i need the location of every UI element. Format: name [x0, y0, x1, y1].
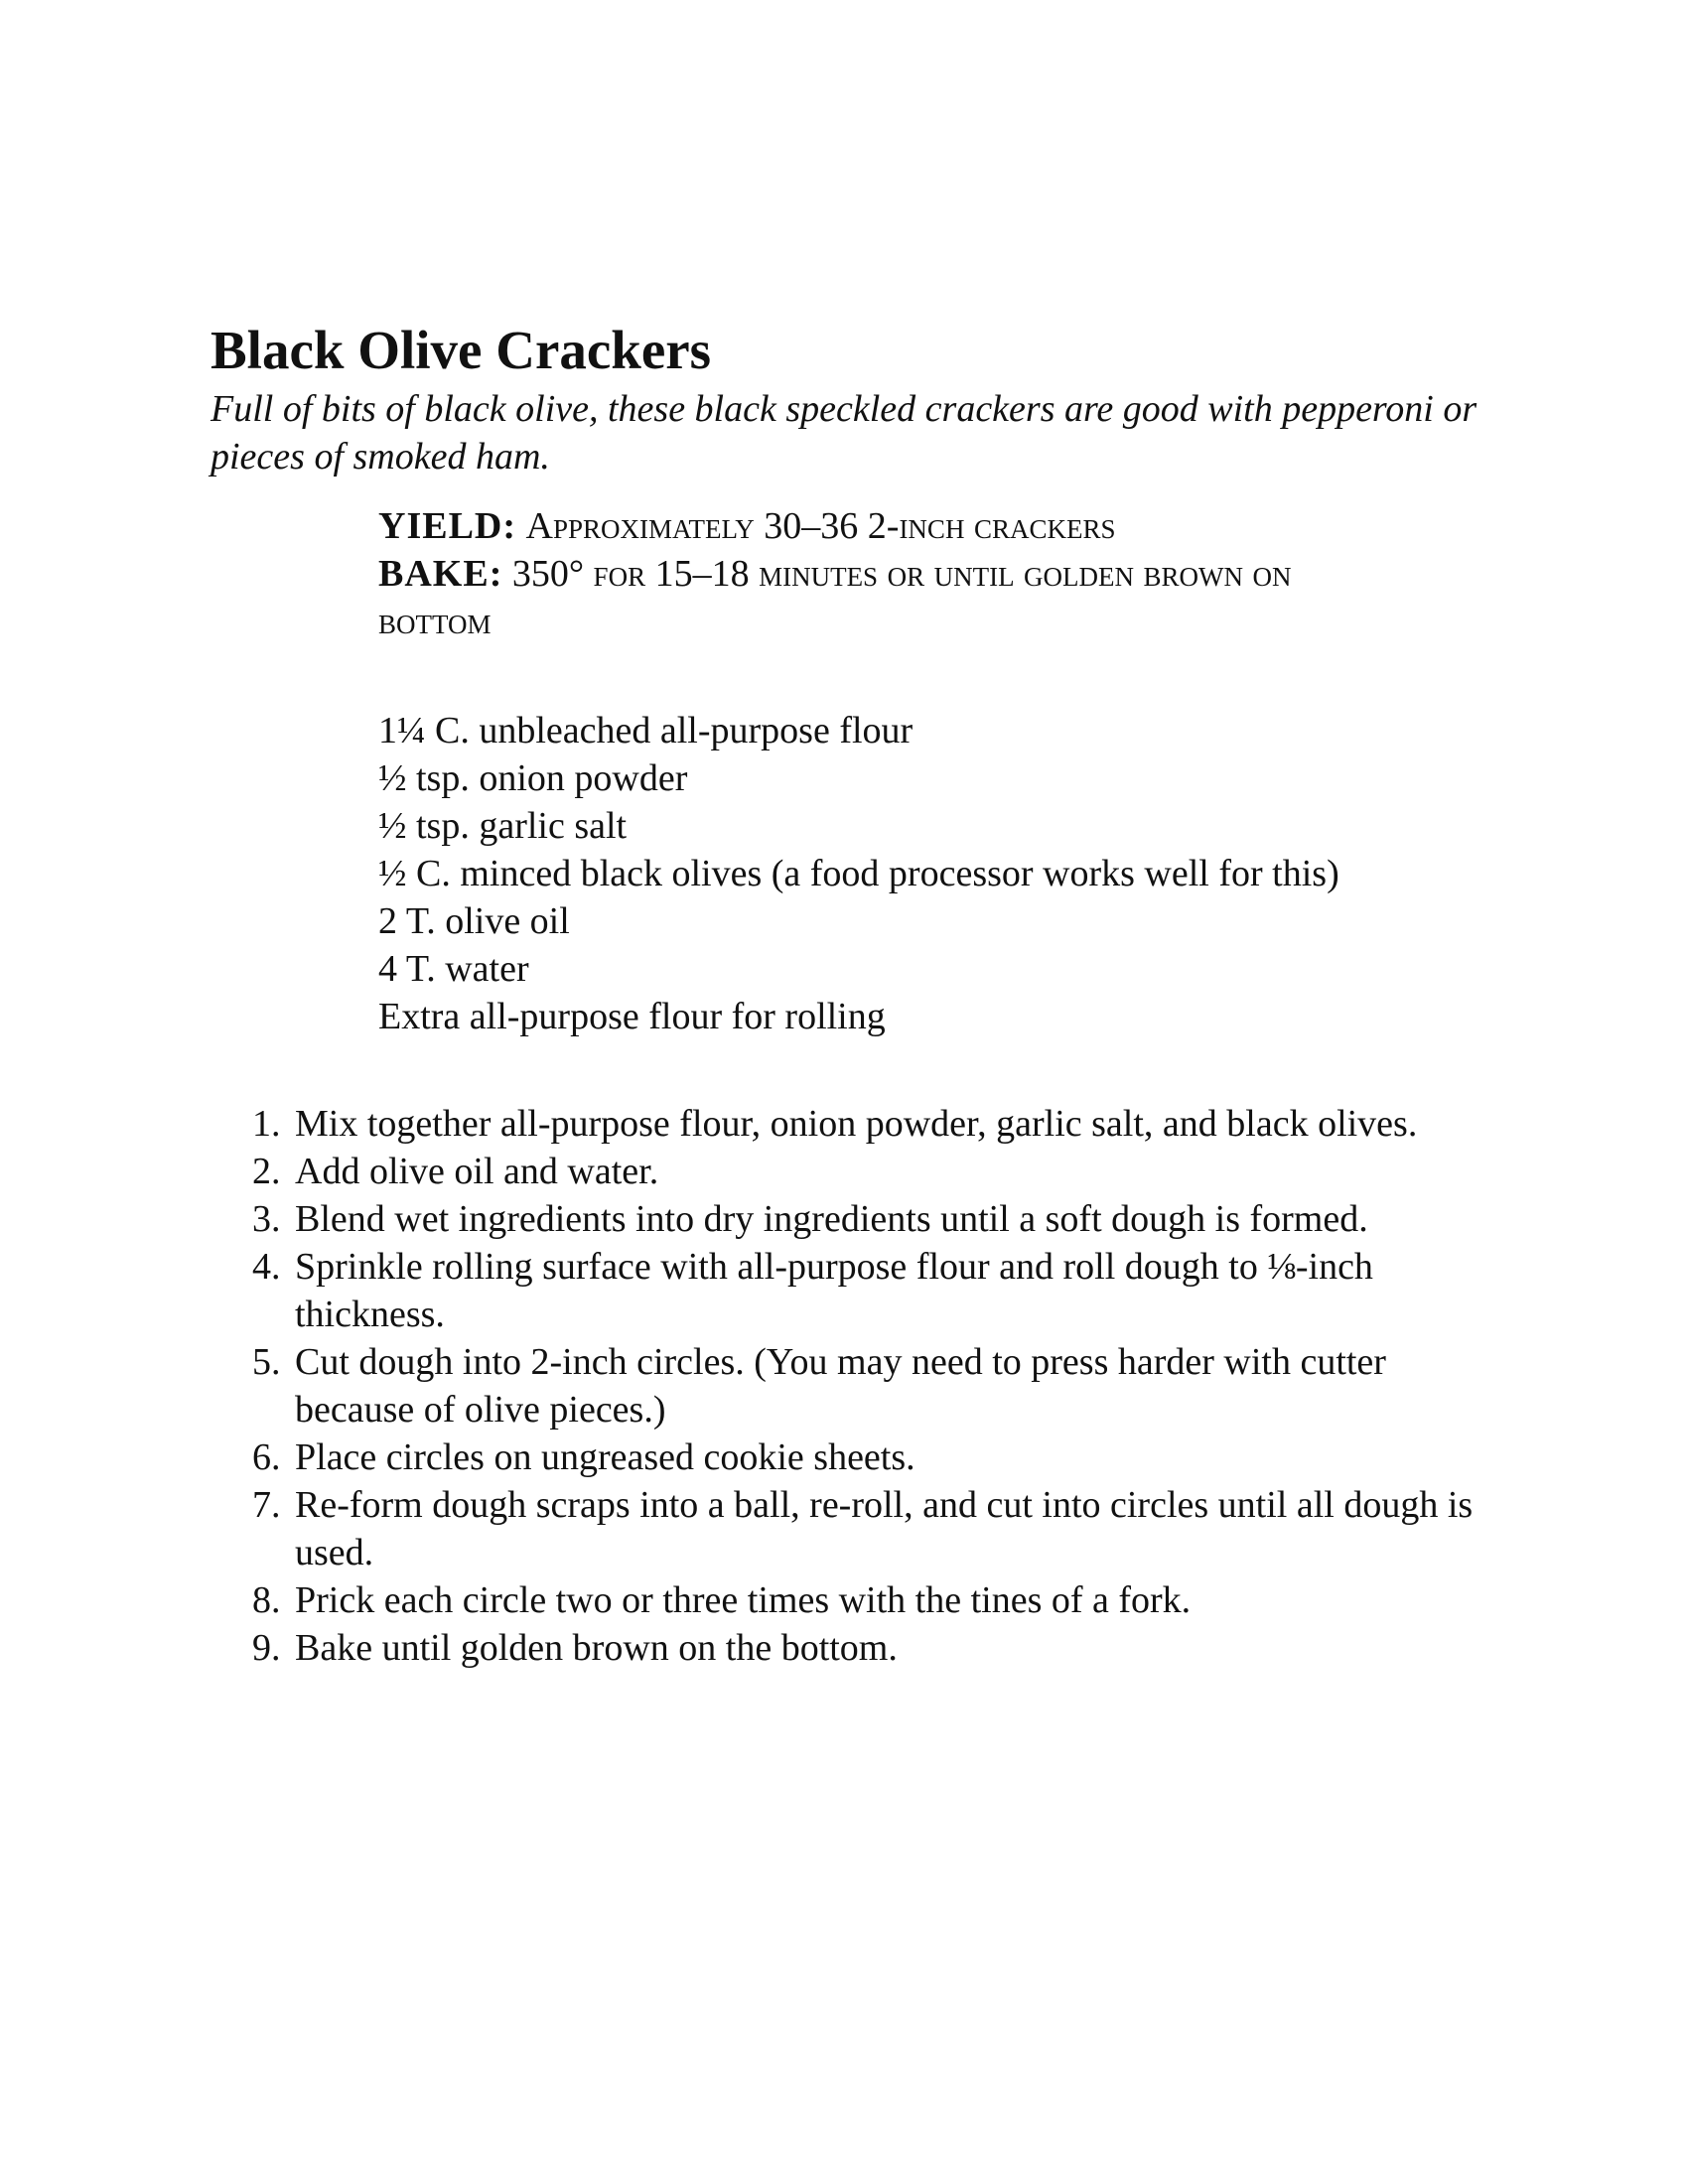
recipe-title: Black Olive Crackers [211, 320, 712, 380]
instruction-step [252, 1148, 1493, 1195]
step-number: 7. [252, 1484, 281, 1526]
ingredient-list [378, 707, 1339, 1040]
step-number: 6. [252, 1436, 281, 1478]
ingredient-item: 1¼ C. unbleached all-purpose flour [378, 710, 914, 751]
step-text: Blend wet ingredients into dry ingredients until a soft dough is formed. [295, 1198, 1368, 1240]
step-text: Place circles on ungreased cookie sheets. [295, 1436, 915, 1478]
step-number: 1. [252, 1103, 281, 1145]
instruction-step [252, 1576, 1493, 1624]
instruction-step [252, 1243, 1493, 1338]
instruction-step [252, 1481, 1493, 1576]
step-number: 5. [252, 1341, 281, 1383]
step-number: 3. [252, 1198, 281, 1240]
ingredient-item: Extra all-purpose flour for rolling [378, 996, 886, 1037]
bake-value: 350° for 15–18 minutes or until golden brown on bottom [378, 553, 1292, 642]
ingredient-item: ½ C. minced black olives (a food processor works well for this) [378, 853, 1339, 894]
ingredient-item: 4 T. water [378, 948, 529, 990]
ingredient-item: ½ tsp. onion powder [378, 757, 688, 799]
instruction-step [252, 1100, 1493, 1148]
yield-line [378, 502, 1391, 550]
step-text: Sprinkle rolling surface with all-purpose flour and roll dough to ⅛-inch thickness. [295, 1246, 1373, 1335]
instruction-step [252, 1338, 1493, 1433]
recipe-meta [378, 502, 1391, 645]
step-text: Prick each circle two or three times with the tines of a fork. [295, 1579, 1192, 1621]
instruction-step [252, 1624, 1493, 1672]
ingredient-item: ½ tsp. garlic salt [378, 805, 628, 847]
instruction-step [252, 1433, 1493, 1481]
step-number: 9. [252, 1627, 281, 1669]
bake-label: BAKE: [378, 553, 503, 595]
yield-label: YIELD: [378, 505, 517, 547]
step-text: Bake until golden brown on the bottom. [295, 1627, 898, 1669]
step-text: Cut dough into 2-inch circles. (You may need to press harder with cutter because of olive pieces.) [295, 1341, 1386, 1431]
step-text: Add olive oil and water. [295, 1151, 659, 1192]
step-number: 8. [252, 1579, 281, 1621]
step-text: Mix together all-purpose flour, onion powder, garlic salt, and black olives. [295, 1103, 1418, 1145]
bake-line [378, 550, 1391, 645]
instruction-list [252, 1100, 1493, 1672]
step-number: 2. [252, 1151, 281, 1192]
recipe-intro: Full of bits of black olive, these black speckled crackers are good with pepperoni or pieces of smoked ham. [211, 388, 1477, 478]
instruction-step [252, 1195, 1493, 1243]
step-number: 4. [252, 1246, 281, 1288]
ingredient-item: 2 T. olive oil [378, 900, 570, 942]
yield-value: Approximately 30–36 2-inch crackers [525, 505, 1116, 547]
step-text: Re-form dough scraps into a ball, re-roll, and cut into circles until all dough is used. [295, 1484, 1474, 1573]
